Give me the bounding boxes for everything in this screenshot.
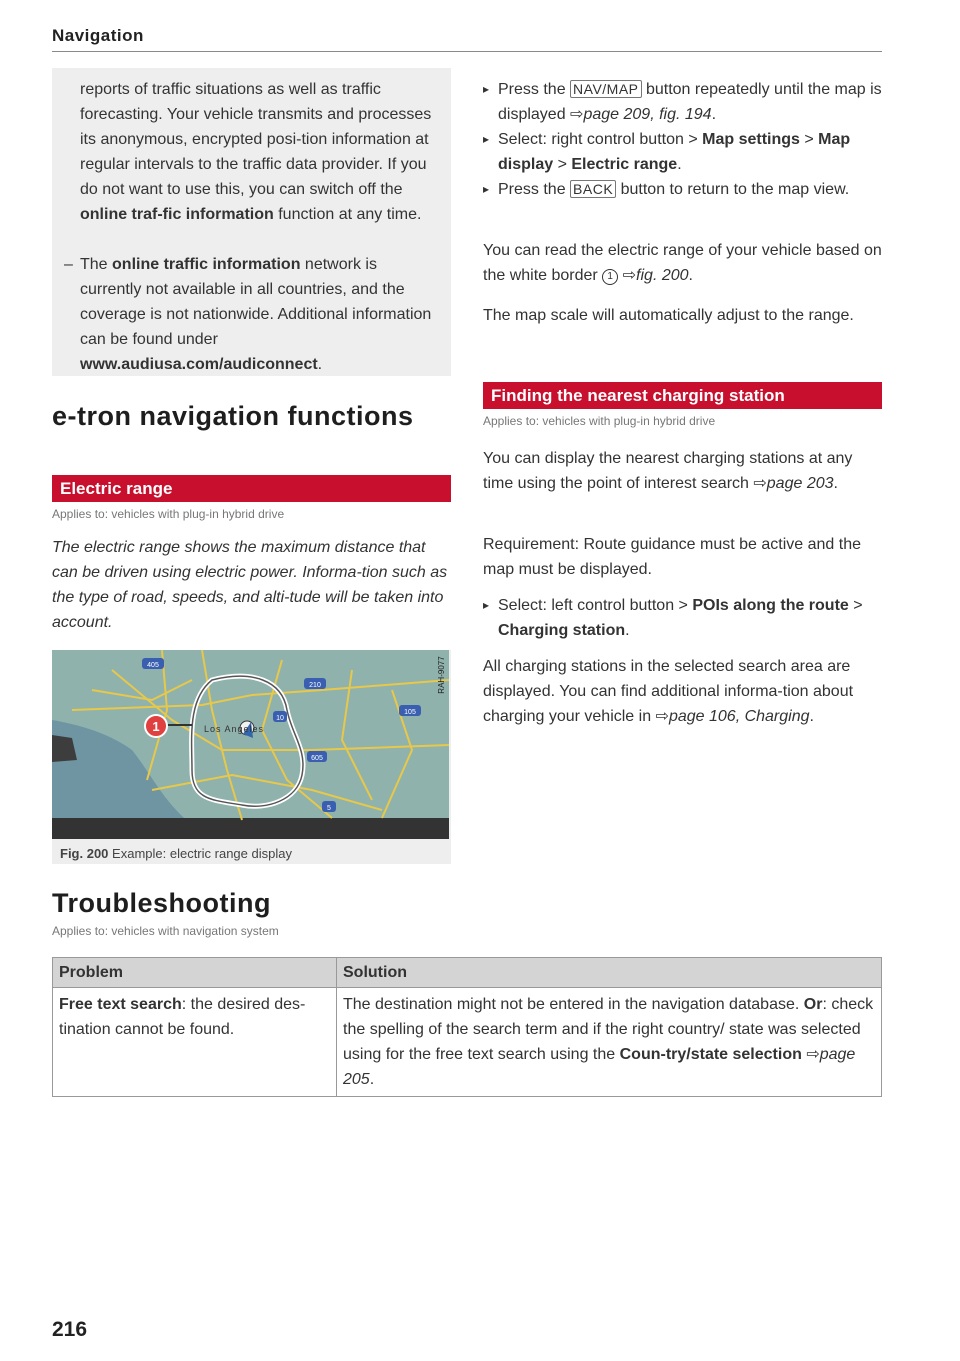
section-header: Navigation (52, 26, 144, 45)
electric-range-steps (483, 77, 883, 202)
electric-range-border-paragraph: You can read the electric range of your vehicle based on the white border 1 ⇨fig. 200. (483, 242, 882, 284)
nav-map-key: NAV/MAP (570, 80, 641, 98)
highway-shield-5 (322, 801, 336, 812)
charging-step: ▸ Select: left control button > POIs along the route > Charging station. (483, 593, 883, 643)
table-header-problem: Problem (53, 958, 337, 988)
charging-station-heading: Finding the nearest charging station (483, 382, 882, 409)
highway-shield-405 (142, 658, 164, 669)
traffic-note-paragraph: reports of traffic situations as well as traffic forecasting. Your vehicle transmits and processes its anonymous, encrypted posi-tion information at regular intervals to the traffic data provider. If you do not want to use this, you can switch off the online traf-fic information function at any time. (80, 81, 432, 223)
highway-shield-10 (273, 711, 287, 722)
page-106-link[interactable]: ⇨page 106, Charging (655, 708, 810, 725)
electric-range-map (52, 650, 449, 839)
highway-shield-605 (307, 751, 327, 762)
troubleshooting-table (52, 957, 882, 1097)
svg-text:605: 605 (311, 755, 323, 762)
back-key: BACK (570, 180, 616, 198)
svg-text:405: 405 (147, 662, 159, 669)
svg-text:RAH-9077: RAH-9077 (437, 656, 446, 694)
page-203-link[interactable]: ⇨page 203 (753, 475, 834, 492)
charging-applies: Applies to: vehicles with plug-in hybrid drive (483, 414, 716, 428)
map-scale-paragraph: The map scale will automatically adjust to the range. (483, 307, 854, 324)
header-divider (52, 51, 882, 52)
problem-cell: Free text search: the desired des-tination cannot be found. (53, 988, 337, 1097)
fig-200-link[interactable]: ⇨fig. 200 (618, 267, 689, 284)
troubleshooting-title: Troubleshooting (52, 888, 271, 918)
traffic-note-dash-item: – The online traffic information network is currently not available in all countries, and the coverage is not nationwide. Additional information can be found under www.audiusa.com/audiconnect. (64, 252, 434, 377)
svg-text:105: 105 (404, 709, 416, 716)
step-2: ▸ Select: right control button > Map settings > Map display > Electric range. (483, 127, 883, 177)
svg-text:10: 10 (276, 715, 284, 722)
troubleshooting-applies: Applies to: vehicles with navigation system (52, 924, 279, 938)
page-209-link[interactable]: ⇨page 209, fig. 194 (570, 106, 712, 123)
dash-marker: – (64, 256, 73, 273)
step-1: ▸ Press the NAV/MAP button repeatedly until the map is displayed ⇨page 209, fig. 194. (483, 77, 883, 127)
page-205-link[interactable]: ⇨page 205 (343, 1046, 856, 1088)
svg-text:1: 1 (152, 719, 160, 734)
highway-shield-105 (399, 705, 421, 716)
table-header-solution: Solution (337, 958, 882, 988)
solution-cell: The destination might not be entered in the navigation database. Or: check the spelling of the search term and if the right country/ state was selected using for the free text search using the Coun-try/state selection ⇨page 205. (337, 988, 882, 1097)
highway-shield-210 (304, 678, 326, 689)
electric-range-applies: Applies to: vehicles with plug-in hybrid drive (52, 507, 285, 521)
callout-1: 1 (602, 269, 618, 285)
etron-section-title: e-tron navigation functions (52, 401, 414, 431)
figure-caption: Fig. 200 Example: electric range display (60, 846, 292, 861)
audiconnect-link[interactable]: www.audiusa.com/audiconnect (80, 356, 318, 373)
step-3: ▸ Press the BACK button to return to the map view. (483, 177, 883, 202)
charging-requirement: Requirement: Route guidance must be active and the map must be displayed. (483, 536, 862, 578)
svg-text:5: 5 (327, 805, 331, 812)
svg-text:210: 210 (309, 682, 321, 689)
charging-paragraph-1: You can display the nearest charging stations at any time using the point of interest search ⇨page 203. (483, 450, 853, 492)
table-row (53, 988, 882, 1097)
svg-text:Los Angeles: Los Angeles (204, 724, 265, 734)
charging-paragraph-3: All charging stations in the selected search area are displayed. You can find additional informa-tion about charging your vehicle in ⇨page 106, Charging. (483, 658, 854, 725)
electric-range-heading: Electric range (52, 475, 451, 502)
electric-range-intro: The electric range shows the maximum distance that can be driven using electric power. Informa-tion such as the type of road, speeds, and alti-tude will be taken into account. (52, 539, 448, 631)
map-marker-1 (145, 715, 167, 737)
page-number: 216 (52, 1318, 88, 1341)
